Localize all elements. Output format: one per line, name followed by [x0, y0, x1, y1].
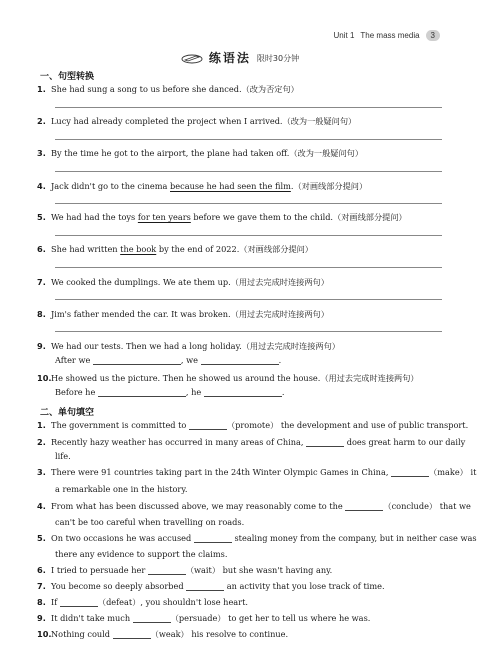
question-10: 10.He showed us the picture. Then he showed us around the house.（用过去完成时连接两句）: [37, 373, 419, 383]
question-5: 5. We had had the toys for ten years before we gave them to the child.（对画线部分提问）: [37, 212, 407, 222]
fill-question-6: 6. I tried to persuade her （wait） but she wasn't having any.: [37, 565, 333, 575]
fill-question-2: 2. Recently hazy weather has occurred in many areas of China, does great harm to our daily: [37, 437, 466, 447]
section1-heading: 一、句型转换: [40, 72, 95, 82]
blank[interactable]: [201, 355, 279, 365]
fill-question-4: 4. From what has been discussed above, we may reasonably come to the （conclude） that we: [37, 501, 471, 511]
fill-question-3-cont: a remarkable one in the history.: [55, 484, 188, 494]
blank[interactable]: [204, 387, 282, 397]
answer-line[interactable]: [55, 107, 442, 108]
answer-line[interactable]: [55, 171, 442, 172]
blank[interactable]: [345, 501, 383, 511]
unit-title: The mass media: [360, 31, 420, 40]
question-2: 2. Lucy had already completed the project when I arrived.（改为一般疑问句）: [37, 116, 357, 126]
fill-question-2-cont: life.: [55, 451, 71, 461]
blank[interactable]: [60, 597, 98, 607]
section2-heading: 二、单句填空: [40, 408, 95, 418]
blank[interactable]: [93, 355, 181, 365]
fill-question-9: 9. It didn't take much （persuade） to get her to tell us where he was.: [37, 613, 371, 623]
title-time-limit: 限时30分钟: [256, 54, 300, 63]
question-3: 3. By the time he got to the airport, the plane had taken off.（改为一般疑问句）: [37, 148, 364, 158]
blank[interactable]: [98, 387, 186, 397]
fill-question-5-cont: there any evidence to support the claims.: [55, 549, 228, 559]
fill-question-10: 10.Nothing could （weak） his resolve to continue.: [37, 629, 289, 639]
question-9: 9. We had our tests. Then we had a long holiday.（用过去完成时连接两句）: [37, 341, 340, 351]
blank[interactable]: [189, 420, 227, 430]
blank[interactable]: [113, 629, 151, 639]
blank[interactable]: [186, 581, 224, 591]
question-9-completion: After we , we .: [55, 355, 282, 365]
question-4: 4. Jack didn't go to the cinema because he had seen the film.（对画线部分提问）: [37, 181, 368, 191]
answer-line[interactable]: [55, 331, 442, 332]
answer-line[interactable]: [55, 139, 442, 140]
fill-question-5: 5. On two occasions he was accused stealing money from the company, but in neither case was: [37, 533, 477, 543]
question-7: 7. We cooked the dumplings. We ate them up.（用过去完成时连接两句）: [37, 277, 329, 287]
title-main: 练语法: [208, 51, 251, 65]
blank[interactable]: [306, 437, 344, 447]
question-10-completion: Before he , he .: [55, 387, 285, 397]
fill-question-3: 3. There were 91 countries taking part in the 24th Winter Olympic Games in China, （make） it: [37, 467, 477, 477]
fill-question-7: 7. You become so deeply absorbed an activity that you lose track of time.: [37, 581, 385, 591]
fill-question-1: 1. The government is committed to （promote） the development and use of public transport.: [37, 420, 469, 430]
section-title: [0, 49, 480, 66]
fill-question-8: 8. If （defeat）, you shouldn't lose heart.: [37, 597, 248, 607]
answer-line[interactable]: [55, 267, 442, 268]
answer-line[interactable]: [55, 203, 442, 204]
pencil-icon: [181, 52, 203, 64]
page-number: 3: [426, 30, 440, 41]
blank[interactable]: [391, 467, 429, 477]
blank[interactable]: [148, 565, 186, 575]
question-1: 1. She had sung a song to us before she danced.（改为否定句）: [37, 84, 299, 94]
blank[interactable]: [133, 613, 171, 623]
page-header: [334, 30, 441, 41]
blank[interactable]: [194, 533, 232, 543]
answer-line[interactable]: [55, 299, 442, 300]
question-6: 6. She had written the book by the end of 2022.（对画线部分提问）: [37, 244, 313, 254]
answer-line[interactable]: [55, 235, 442, 236]
unit-label: Unit 1: [333, 31, 355, 40]
question-8: 8. Jim's father mended the car. It was broken.（用过去完成时连接两句）: [37, 309, 329, 319]
fill-question-4-cont: can't be too careful when travelling on roads.: [55, 517, 245, 527]
